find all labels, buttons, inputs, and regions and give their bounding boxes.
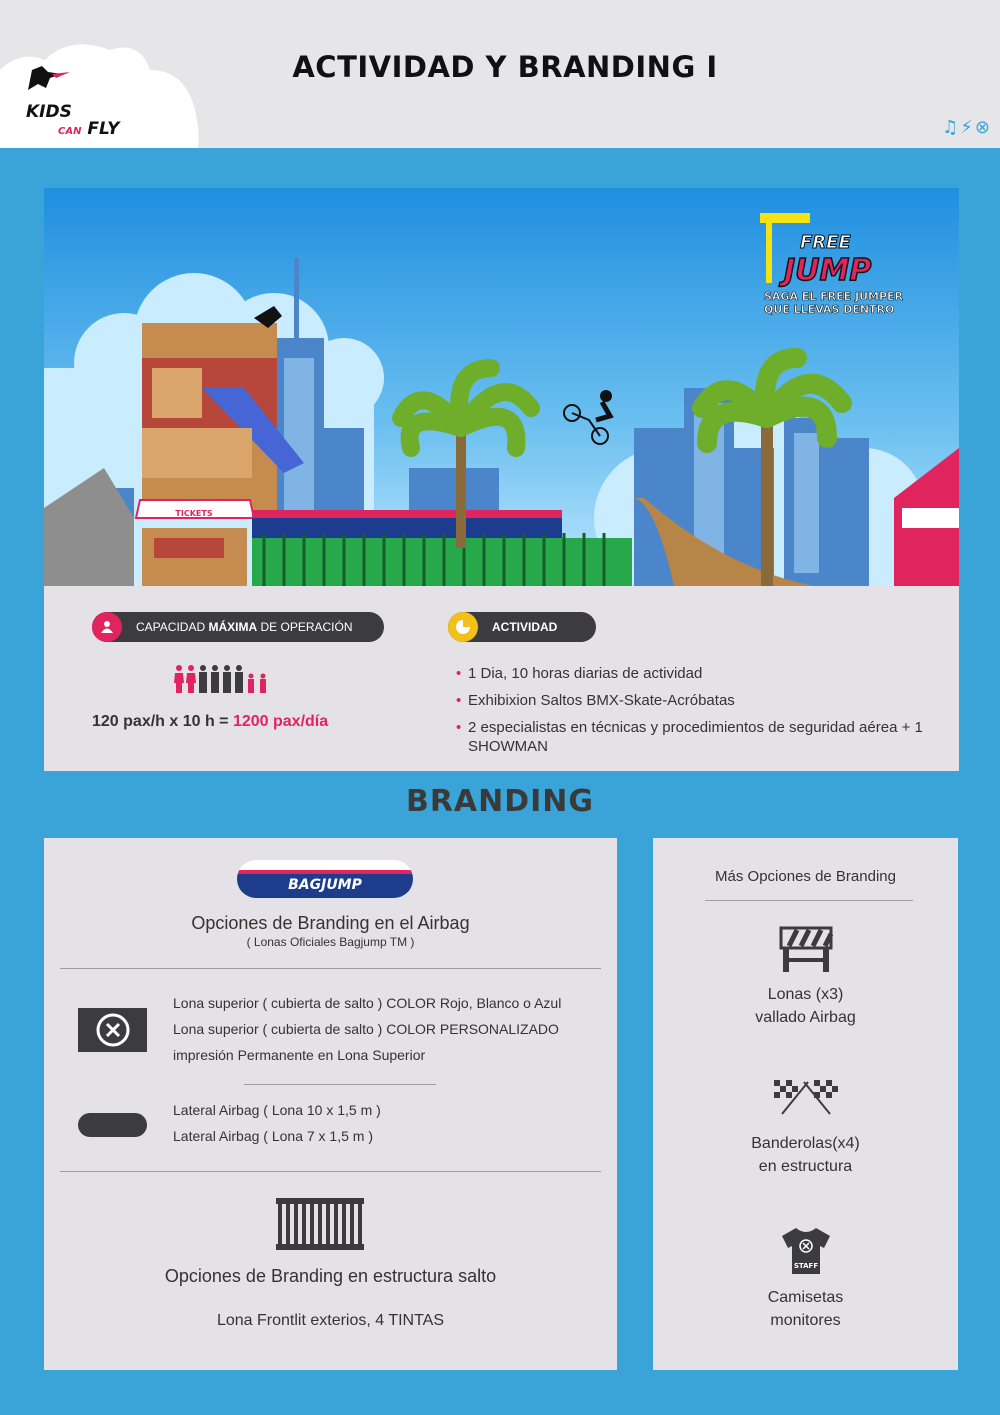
- brand-title-free: FREE: [800, 232, 851, 253]
- more-item-line-2: monitores: [770, 1312, 841, 1329]
- more-item-tshirt: [653, 1286, 958, 1332]
- barrier-icon-wrap: [653, 926, 958, 974]
- branding-title: BRANDING: [405, 784, 595, 819]
- brand-title-jump: JUMP: [784, 253, 872, 288]
- hero-illustration: [44, 188, 959, 586]
- more-item-line-1: Camisetas: [767, 1289, 844, 1306]
- close-circle-icon: [95, 1012, 131, 1048]
- music-icon[interactable]: ♫: [942, 117, 959, 138]
- activity-label: ACTIVIDAD: [492, 620, 558, 634]
- free-jump-logo: [760, 213, 904, 316]
- capacity-label-bold: MÁXIMA: [208, 620, 258, 634]
- container-structure-icon: [276, 1198, 364, 1250]
- bagjump-logo-text: BAGJUMP: [237, 874, 413, 898]
- more-item-barrier: [653, 983, 958, 1029]
- header-icons: [942, 117, 990, 138]
- tshirt-icon: [778, 1226, 834, 1276]
- checkered-flags-icon: [772, 1074, 840, 1116]
- slogan-line-1: SAGA EL FREE JUMPER: [764, 290, 904, 303]
- container: [252, 510, 632, 586]
- capacity-formula-result: 1200 pax/día: [232, 713, 329, 730]
- list-item: Lateral Airbag ( Lona 7 x 1,5 m ): [173, 1128, 373, 1144]
- airbag-branding-panel: [44, 838, 617, 1370]
- bmx-rider: [564, 391, 611, 444]
- structure-heading: Opciones de Branding en estructura salto: [164, 1266, 497, 1286]
- side-banner-swatch: [78, 1113, 147, 1137]
- airbag-subheading: ( Lonas Oficiales Bagjump TM ): [246, 935, 415, 949]
- list-item: Lona superior ( cubierta de salto ) COLOR PERSONALIZADO: [173, 1021, 559, 1037]
- logo-line-2b: FLY: [87, 119, 120, 139]
- structure-subheading: Lona Frontlit exterios, 4 TINTAS: [216, 1312, 445, 1329]
- capacity-formula-pre: 120 pax/h x 10 h =: [92, 713, 233, 730]
- divider: [705, 900, 913, 901]
- flags-icon-wrap: [653, 1074, 958, 1116]
- list-item: • 1 Dia, 10 horas diarias de actividad: [456, 664, 926, 683]
- divider: [60, 968, 601, 969]
- bagjump-logo: [237, 860, 413, 898]
- top-cover-swatch: [78, 1008, 147, 1052]
- more-item-flags: [653, 1132, 958, 1178]
- list-item: • Exhibixion Saltos BMX-Skate-Acróbatas: [456, 691, 926, 710]
- airbag-heading: Opciones de Branding en el Airbag: [191, 913, 470, 933]
- more-branding-title: Más Opciones de Branding: [715, 868, 896, 885]
- divider: [244, 1084, 436, 1085]
- list-item: Lateral Airbag ( Lona 10 x 1,5 m ): [173, 1102, 381, 1118]
- activity-list: [456, 664, 926, 764]
- page-title: ACTIVIDAD Y BRANDING I: [292, 50, 718, 84]
- logo-line-1: KIDS: [26, 102, 72, 122]
- slogan-line-2: QUE LLEVAS DENTRO: [764, 303, 895, 316]
- people-group-icon: [174, 664, 274, 694]
- barrier-icon: [779, 926, 833, 974]
- info-panel: [44, 586, 959, 771]
- people-icons: [174, 664, 274, 694]
- list-item: • 2 especialistas en técnicas y procedimientos de seguridad aérea + 1 SHOWMAN: [456, 718, 926, 756]
- logo-line-2a: CAN: [58, 126, 82, 137]
- divider: [60, 1171, 601, 1172]
- more-item-line-2: vallado Airbag: [755, 1009, 856, 1026]
- close-circle-icon[interactable]: ⊗: [974, 117, 990, 138]
- activity-pill: [448, 612, 596, 642]
- capacity-label-post: DE OPERACIÓN: [260, 620, 353, 634]
- capacity-label-pre: CAPACIDAD: [136, 620, 206, 634]
- more-item-line-1: Banderolas(x4): [751, 1135, 860, 1152]
- list-item: impresión Permanente en Lona Superior: [173, 1047, 426, 1063]
- person-icon: [92, 612, 122, 642]
- more-item-line-1: Lonas (x3): [767, 986, 844, 1003]
- more-item-line-2: en estructura: [758, 1158, 853, 1175]
- more-branding-panel: [653, 838, 958, 1370]
- capacity-pill: [92, 612, 384, 642]
- capacity-formula: [92, 713, 328, 731]
- top-cover-options: [173, 990, 561, 1068]
- right-booth-awning: [902, 508, 959, 528]
- page-header: [0, 0, 1000, 148]
- logo[interactable]: [26, 104, 119, 140]
- tshirt-icon-wrap: [653, 1226, 958, 1276]
- pie-icon: [448, 612, 478, 642]
- tickets-label: TICKETS: [175, 509, 213, 518]
- skyline-scene: [44, 188, 959, 586]
- list-item: Lona superior ( cubierta de salto ) COLOR Rojo, Blanco o Azul: [173, 995, 562, 1011]
- lightning-icon[interactable]: ⚡: [960, 117, 973, 138]
- staff-badge: STAFF: [793, 1262, 818, 1270]
- side-options: [173, 1097, 381, 1149]
